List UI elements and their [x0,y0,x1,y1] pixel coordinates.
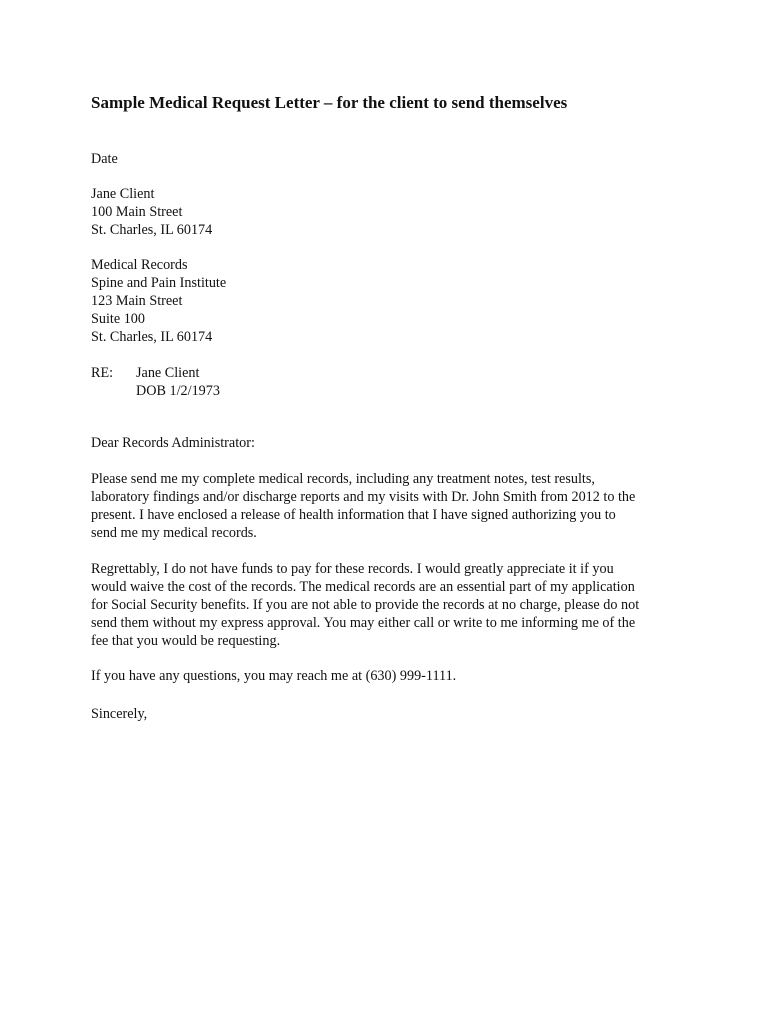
re-label: RE: [91,365,114,381]
sender-address [91,185,691,239]
recipient-suite: Suite 100 [91,311,145,327]
paragraph-3-text: If you have any questions, you may reach me at (630) 999-1111. [91,668,457,684]
paragraph-1-line: Please send me my complete medical records, including any treatment notes, test results, [91,471,595,487]
paragraph-2 [91,560,639,650]
letter-title: Sample Medical Request Letter – for the client to send themselves [91,93,568,112]
sender-street: 100 Main Street [91,204,183,220]
sender-city: St. Charles, IL 60174 [91,222,213,238]
recipient-city: St. Charles, IL 60174 [91,329,213,345]
sender-name: Jane Client [91,186,155,202]
paragraph-2-line: send them without my express approval. You may either call or write to me informing me of the [91,615,636,631]
paragraph-1-line: present. I have enclosed a release of health information that I have signed authorizing you to [91,507,616,523]
re-name: Jane Client [136,365,200,381]
recipient-street: 123 Main Street [91,293,183,309]
closing [91,705,147,723]
paragraph-1-line: laboratory findings and/or discharge reports and my visits with Dr. John Smith from 2012 to the [91,489,636,505]
paragraph-1 [91,470,635,542]
re-dob: DOB 1/2/1973 [136,383,220,399]
paragraph-2-line: fee that you would be requesting. [91,633,281,649]
closing-text: Sincerely, [91,706,148,722]
date-text: Date [91,151,118,167]
recipient-org: Spine and Pain Institute [91,275,227,291]
paragraph-3 [91,667,456,685]
salutation-text: Dear Records Administrator: [91,435,255,451]
recipient-dept: Medical Records [91,257,188,273]
date-line [91,150,691,168]
recipient-address [91,256,691,346]
paragraph-2-line: for Social Security benefits. If you are not able to provide the records at no charge, please do not [91,597,640,613]
salutation [91,434,255,452]
paragraph-2-line: Regrettably, I do not have funds to pay for these records. I would greatly appreciate it if you [91,561,614,577]
paragraph-1-line: send me my medical records. [91,525,257,541]
paragraph-2-line: would waive the cost of the records. The medical records are an essential part of my application [91,579,635,595]
re-details [136,364,220,400]
